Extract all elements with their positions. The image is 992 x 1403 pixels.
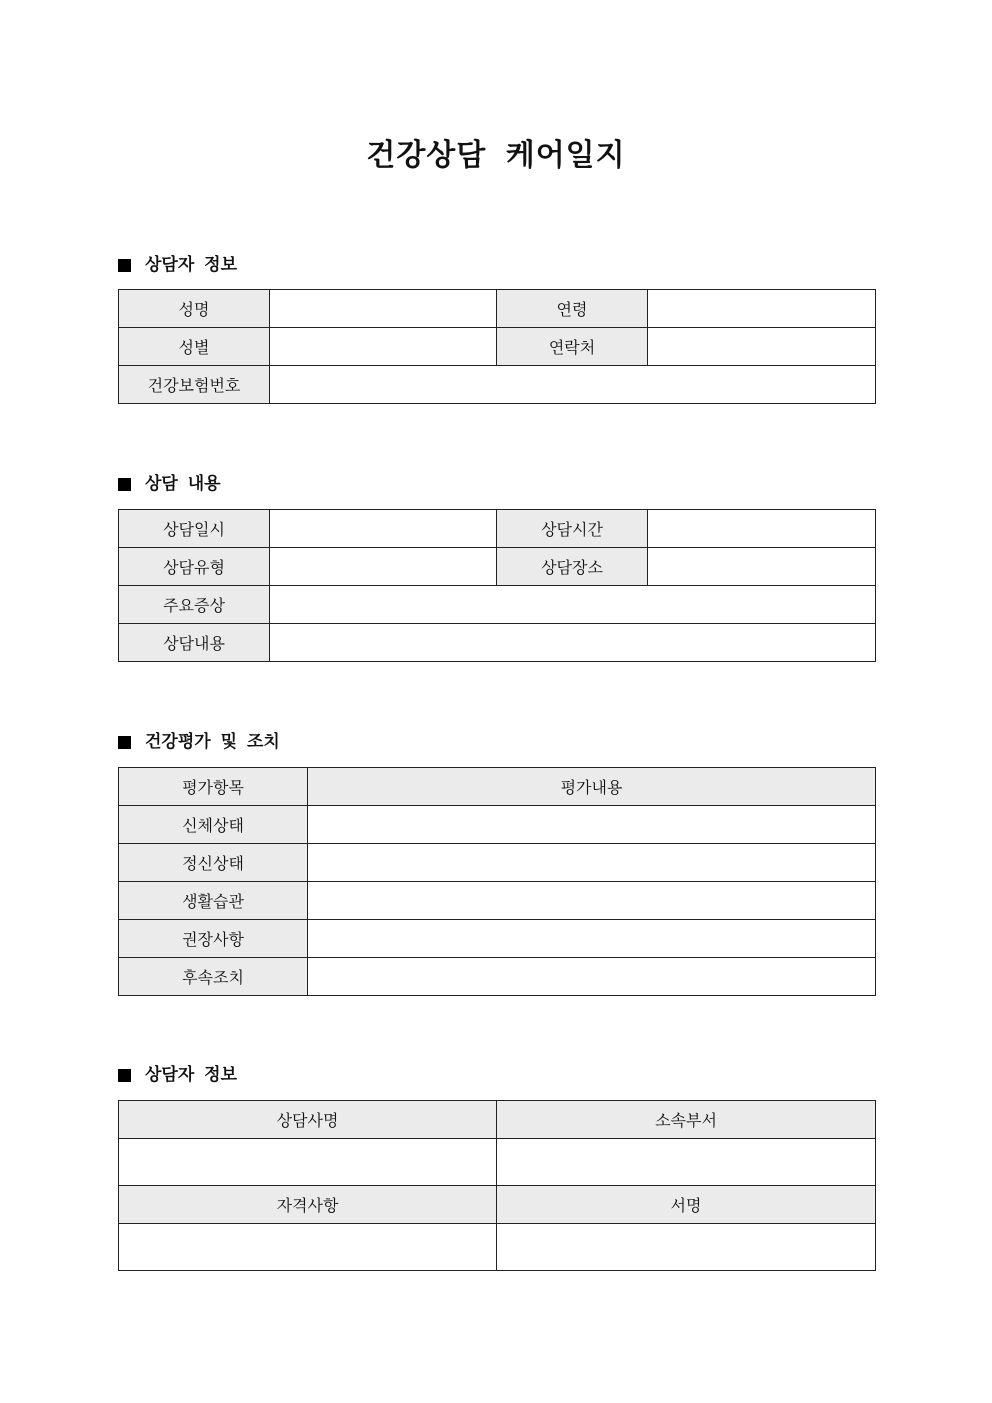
table-row (119, 366, 876, 404)
consultation-table (118, 509, 876, 662)
counselor-name-field[interactable] (119, 1139, 497, 1186)
consult-content-label: 상담내용 (119, 624, 270, 662)
section-heading-label: 상담 내용 (145, 474, 221, 494)
table-row (119, 510, 876, 548)
table-row (119, 548, 876, 586)
table-row (119, 586, 876, 624)
assessment-item-label: 권장사항 (119, 920, 308, 958)
assessment-item-label: 신체상태 (119, 806, 308, 844)
table-row (119, 882, 876, 920)
consult-time-field[interactable] (648, 510, 876, 548)
signature-label: 서명 (497, 1186, 876, 1224)
symptoms-field[interactable] (270, 586, 876, 624)
table-row (119, 1224, 876, 1271)
assessment-content-field[interactable] (308, 844, 876, 882)
consult-type-field[interactable] (270, 548, 497, 586)
black-square-icon (118, 478, 131, 491)
qualification-label: 자격사항 (119, 1186, 497, 1224)
insurance-no-label: 건강보험번호 (119, 366, 270, 404)
assessment-item-label: 후속조치 (119, 958, 308, 996)
name-label: 성명 (119, 290, 270, 328)
assessment-content-field[interactable] (308, 920, 876, 958)
age-label: 연령 (497, 290, 648, 328)
section-heading-label: 상담자 정보 (145, 1065, 238, 1085)
section-heading-assessment (118, 729, 280, 755)
qualification-field[interactable] (119, 1224, 497, 1271)
table-row (119, 958, 876, 996)
assessment-content-field[interactable] (308, 882, 876, 920)
consult-time-label: 상담시간 (497, 510, 648, 548)
assessment-item-label: 생활습관 (119, 882, 308, 920)
consult-date-label: 상담일시 (119, 510, 270, 548)
department-field[interactable] (497, 1139, 876, 1186)
client-info-table (118, 289, 876, 404)
assessment-item-label: 정신상태 (119, 844, 308, 882)
black-square-icon (118, 736, 131, 749)
table-row (119, 290, 876, 328)
table-header-row (119, 1101, 876, 1139)
assessment-content-field[interactable] (308, 958, 876, 996)
assessment-item-header: 평가항목 (119, 768, 308, 806)
page-title: 건강상담 케어일지 (366, 138, 626, 173)
section-heading-client-info (118, 252, 237, 278)
assessment-content-field[interactable] (308, 806, 876, 844)
assessment-table (118, 767, 876, 996)
consult-type-label: 상담유형 (119, 548, 270, 586)
age-field[interactable] (648, 290, 876, 328)
contact-label: 연락처 (497, 328, 648, 366)
signature-field[interactable] (497, 1224, 876, 1271)
table-row (119, 328, 876, 366)
contact-field[interactable] (648, 328, 876, 366)
section-heading-label: 건강평가 및 조치 (145, 732, 280, 752)
symptoms-label: 주요증상 (119, 586, 270, 624)
table-row (119, 806, 876, 844)
section-heading-label: 상담자 정보 (145, 255, 238, 275)
consult-date-field[interactable] (270, 510, 497, 548)
table-header-row (119, 1186, 876, 1224)
assessment-content-header: 평가내용 (308, 768, 876, 806)
section-heading-counselor-info (118, 1062, 237, 1088)
gender-label: 성별 (119, 328, 270, 366)
counselor-info-table (118, 1100, 876, 1271)
department-label: 소속부서 (497, 1101, 876, 1139)
counselor-name-label: 상담사명 (119, 1101, 497, 1139)
consult-place-field[interactable] (648, 548, 876, 586)
table-row (119, 1139, 876, 1186)
black-square-icon (118, 1069, 131, 1082)
table-row (119, 624, 876, 662)
name-field[interactable] (270, 290, 497, 328)
section-heading-consultation (118, 471, 221, 497)
consult-place-label: 상담장소 (497, 548, 648, 586)
table-row (119, 920, 876, 958)
table-row (119, 844, 876, 882)
table-header-row (119, 768, 876, 806)
insurance-no-field[interactable] (270, 366, 876, 404)
black-square-icon (118, 259, 131, 272)
consult-content-field[interactable] (270, 624, 876, 662)
gender-field[interactable] (270, 328, 497, 366)
